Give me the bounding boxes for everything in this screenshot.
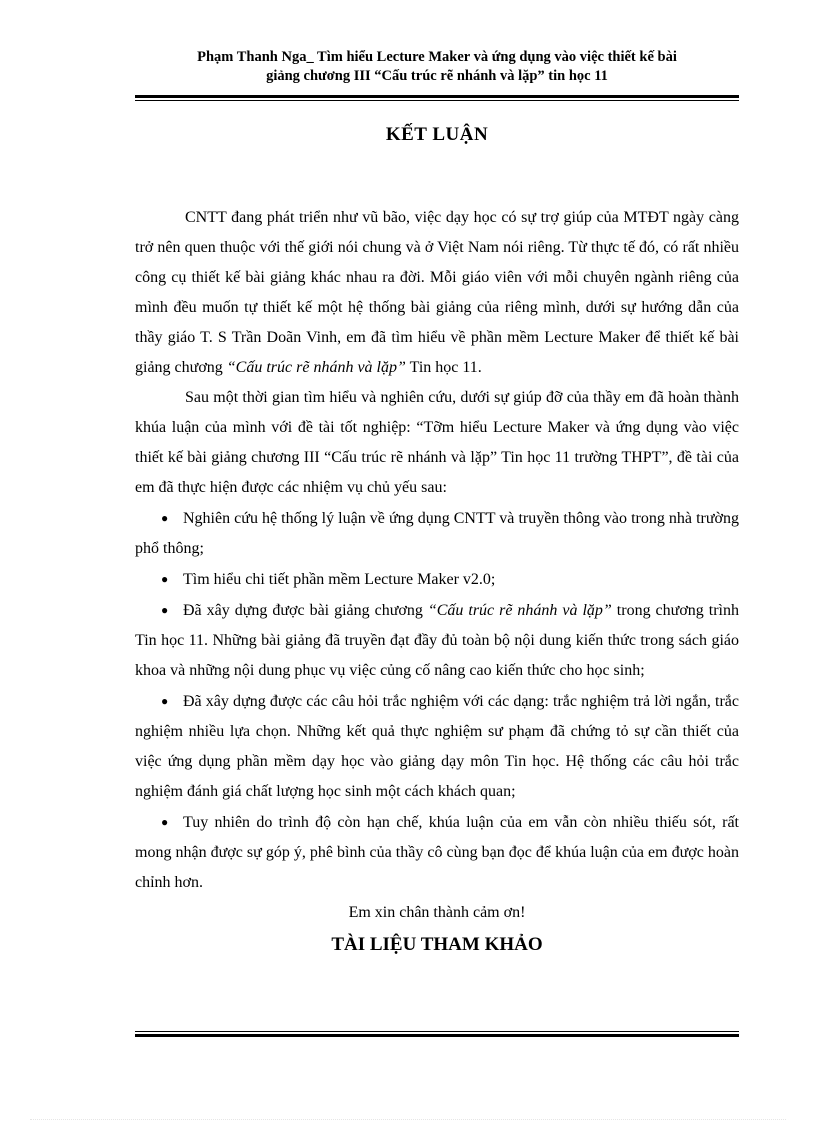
header-rule-thin bbox=[135, 100, 739, 101]
list-item-text: Tìm hiểu chi tiết phần mềm Lecture Maker v2.0; bbox=[183, 571, 496, 588]
bullet-icon: ● bbox=[161, 694, 169, 708]
list-item-text: Tuy nhiên do trình độ còn hạn chế, khúa luận của em vẫn còn nhiều thiếu sót, rất mong nhận được sự góp ý, phê bình của thầy cô cùng bạn đọc để khúa luận của em được hoàn chỉnh hơn. bbox=[135, 814, 739, 891]
paragraph-1-italic: “Cấu trúc rẽ nhánh và lặp” bbox=[226, 359, 406, 376]
thanks-line: Em xin chân thành cảm ơn! bbox=[348, 904, 526, 921]
list-item bbox=[135, 503, 739, 564]
list-item-italic: “Cấu trúc rẽ nhánh và lặp” bbox=[427, 602, 612, 619]
bullet-icon: ● bbox=[161, 603, 169, 617]
bullet-icon: ● bbox=[161, 572, 169, 586]
list-item-text: Đã xây dựng được bài giảng chương bbox=[183, 602, 428, 619]
page-edge-divider bbox=[30, 1119, 786, 1120]
body-text bbox=[135, 203, 739, 962]
task-list bbox=[135, 503, 739, 898]
list-item bbox=[135, 807, 739, 898]
footer-rule-thin bbox=[135, 1031, 739, 1032]
paragraph-1 bbox=[135, 203, 739, 383]
header-line-2: giảng chương III “Cấu trúc rẽ nhánh và lặp” tin học 11 bbox=[266, 68, 608, 84]
paragraph-2: Sau một thời gian tìm hiểu và nghiên cứu, dưới sự giúp đỡ của thầy em đã hoàn thành khúa luận của mình với đề tài tốt nghiệp: “Tỡm hiểu Lecture Maker và ứng dụng vào việc thiết kế bài giảng chương III “Cấu trúc rẽ nhánh và lặp” Tin học 11 trường THPT”, đề tài của em đã thực hiện được các nhiệm vụ chủ yếu sau: bbox=[135, 389, 739, 496]
paragraph-1-end: Tin học 11. bbox=[405, 359, 482, 376]
bullet-icon: ● bbox=[161, 815, 169, 829]
references-heading: TÀI LIỆU THAM KHẢO bbox=[331, 934, 543, 955]
list-item-text: Nghiên cứu hệ thống lý luận về ứng dụng CNTT và truyền thông vào trong nhà trường phổ thông; bbox=[135, 510, 739, 557]
paragraph-1-text: CNTT đang phát triển như vũ bão, việc dạy học có sự trợ giúp của MTĐT ngày càng trở nên quen thuộc với thế giới nói chung và ở Việt Nam nói riêng. Từ thực tế đó, có rất nhiều công cụ thiết kế bài giảng khác nhau ra đời. Mỗi giáo viên với mỗi chuyên ngành riêng của mình đều muốn tự thiết kế một hệ thống bài giảng của riêng mình, dưới sự hướng dẫn của thầy giáo T. S Trần Doãn Vinh, em đã tìm hiểu về phần mềm Lecture Maker để thiết kế bài giảng chương bbox=[135, 209, 739, 376]
header-line-1: Phạm Thanh Nga_ Tìm hiểu Lecture Maker và ứng dụng vào việc thiết kế bài bbox=[197, 49, 677, 65]
page-title: KẾT LUẬN bbox=[385, 124, 489, 145]
list-item bbox=[135, 686, 739, 807]
bullet-icon: ● bbox=[161, 511, 169, 525]
list-item bbox=[135, 564, 739, 595]
header-rule-thick bbox=[135, 95, 739, 98]
running-header bbox=[135, 48, 739, 86]
list-item bbox=[135, 595, 739, 686]
list-item-text-end: trong chương trình Tin học 11. Những bài giảng đã truyền đạt đầy đủ toàn bộ nội dung kiến thức trong sách giáo khoa và những nội dung phục vụ việc củng cố nâng cao kiến thức cho học sinh; bbox=[135, 602, 739, 679]
list-item-text: Đã xây dựng được các câu hỏi trắc nghiệm với các dạng: trắc nghiệm trả lời ngắn, trắc nghiệm nhiều lựa chọn. Những kết quả thực nghiệm sư phạm đã chứng tỏ sự cần thiết của việc ứng dụng phần mềm dạy học vào giảng dạy môn Tin học. Hệ thống các câu hỏi trắc nghiệm đánh giá chất lượng học sinh một cách khách quan; bbox=[135, 693, 739, 800]
footer-rule-thick bbox=[135, 1034, 739, 1037]
